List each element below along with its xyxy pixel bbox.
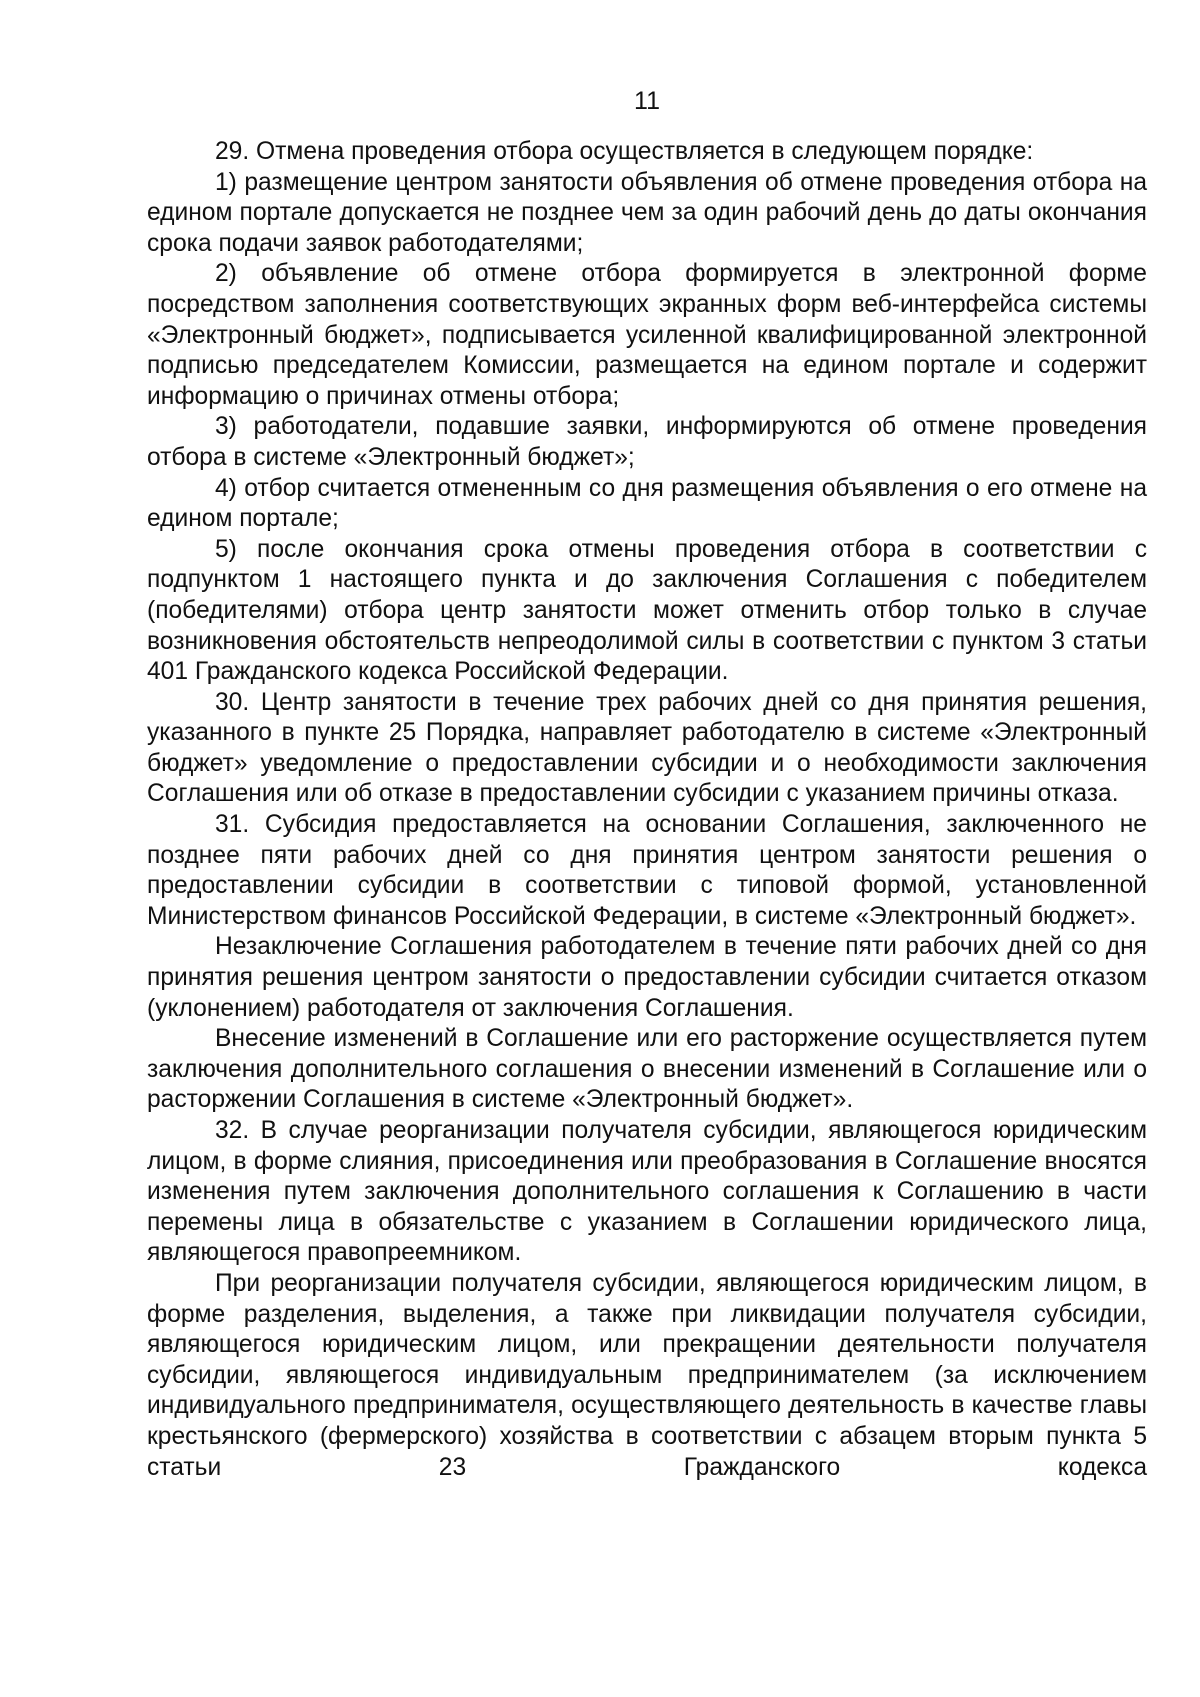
paragraph-30: 30. Центр занятости в течение трех рабочих дней со дня принятия решения, указанного в пункте 25 Порядка, направляет работодателю в системе «Электронный бюджет» уведомление о предоставлении субсидии и о необходимости заключения Соглашения или об отказе в предоставлении субсидии с указанием причины отказа. [147,688,1147,808]
paragraph-29-item-1: 1) размещение центром занятости объявления об отмене проведения отбора на едином портале допускается не позднее чем за один рабочий день до даты окончания срока подачи заявок работодателями; [147,168,1147,257]
paragraph-31: 31. Субсидия предоставляется на основании Соглашения, заключенного не позднее пяти рабочих дней со дня принятия центром занятости решения о предоставлении субсидии в соответствии с типовой формой, установленной Министерством финансов Российской Федерации, в системе «Электронный бюджет». [147,811,1147,930]
paragraph-31-non-conclusion: Незаключение Соглашения работодателем в течение пяти рабочих дней со дня принятия решения центром занятости о предоставлении субсидии считается отказом (уклонением) работодателя от заключения Соглашения. [147,933,1147,1022]
paragraph-29-item-3: 3) работодатели, подавшие заявки, информируются об отмене проведения отбора в системе «Электронный бюджет»; [147,413,1147,471]
page-number: 11 [634,87,660,115]
paragraph-32: 32. В случае реорганизации получателя субсидии, являющегося юридическим лицом, в форме слияния, присоединения или преобразования в Соглашение вносятся изменения путем заключения дополнительного соглашения к Соглашению в части перемены лица в обязательстве с указанием в Соглашении юридического лица, являющегося правопреемником. [147,1117,1147,1267]
paragraph-29-intro: 29. Отмена проведения отбора осуществляется в следующем порядке: [215,138,1034,165]
document-page [147,0,1147,1697]
paragraph-32-reorganization: При реорганизации получателя субсидии, являющегося юридическим лицом, в форме разделения, выделения, а также при ликвидации получателя субсидии, являющегося юридическим лицом, или прекращении деятельности получателя субсидии, являющегося индивидуальным предпринимателем (за исключением индивидуального предпринимателя, осуществляющего деятельность в качестве главы крестьянского (фермерского) хозяйства в соответствии с абзацем вторым пункта 5 статьи 23 Гражданского кодекса [147,1269,1147,1481]
paragraph-29-item-5: 5) после окончания срока отмены проведения отбора в соответствии с подпунктом 1 настоящего пункта и до заключения Соглашения с победителем (победителями) отбора центр занятости может отменить отбор только в случае возникновения обстоятельств непреодолимой силы в соответствии с пунктом 3 статьи 401 Гражданского кодекса Российской Федерации. [147,535,1147,686]
paragraph-31-amendments: Внесение изменений в Соглашение или его расторжение осуществляется путем заключения дополнительного соглашения о внесении изменений в Соглашение или о расторжении Соглашения в системе «Электронный бюджет». [147,1025,1147,1114]
document-body [147,137,1147,1483]
paragraph-29-item-4: 4) отбор считается отмененным со дня размещения объявления о его отмене на едином портале; [147,474,1147,533]
paragraph-29-item-2: 2) объявление об отмене отбора формируется в электронной форме посредством заполнения соответствующих экранных форм веб-интерфейса системы «Электронный бюджет», подписывается усиленной квалифицированной электронной подписью председателем Комиссии, размещается на едином портале и содержит информацию о причинах отмены отбора; [147,260,1147,410]
